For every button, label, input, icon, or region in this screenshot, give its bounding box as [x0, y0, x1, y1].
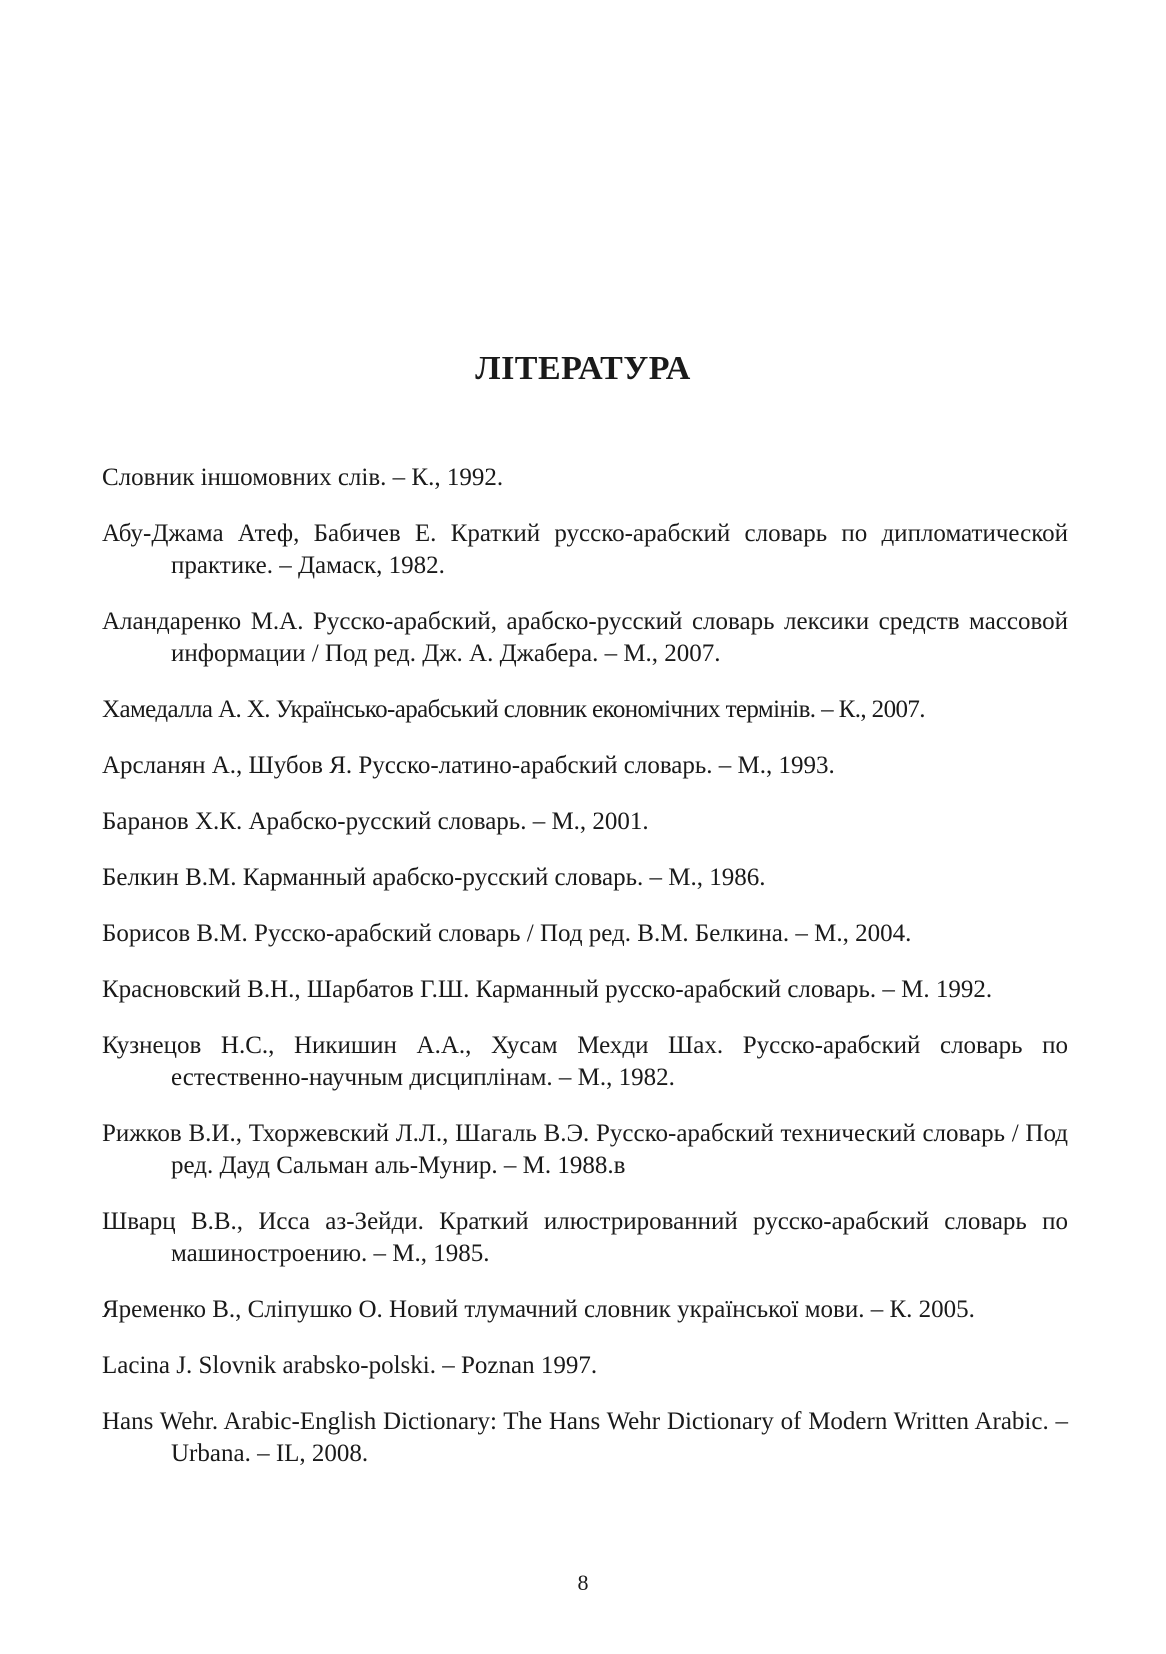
reference-item: Яременко В., Сліпушко О. Новий тлумачний словник української мови. – К. 2005.	[102, 1296, 975, 1323]
reference-item: Белкин В.М. Карманный арабско-русский словарь. – М., 1986.	[102, 864, 766, 891]
reference-item: Арсланян А., Шубов Я. Русско-латино-арабский словарь. – М., 1993.	[102, 752, 835, 779]
reference-item: Рижков В.И., Тхоржевский Л.Л., Шагаль В.Э. Русско-арабский технический словарь / Под ред. Дауд Сальман аль-Мунир. – М. 1988.в	[102, 1120, 1068, 1179]
reference-item: Кузнецов Н.С., Никишин А.А., Хусам Мехди Шах. Русско-арабский словарь по естественно-научным дисциплінам. – М., 1982.	[102, 1032, 1068, 1091]
reference-item: Баранов Х.К. Арабско-русский словарь. – М., 2001.	[102, 808, 649, 835]
reference-item: Хамедалла А. Х. Українсько-арабський словник економічних термінів. – К., 2007.	[102, 696, 925, 723]
page-number: 8	[577, 1570, 589, 1595]
reference-item: Абу-Джама Атеф, Бабичев Е. Краткий русско-арабский словарь по дипломатической практике. – Дамаск, 1982.	[102, 520, 1068, 579]
reference-item: Аландаренко М.А. Русско-арабский, арабско-русский словарь лексики средств массовой информации / Под ред. Дж. А. Джабера. – М., 2007.	[102, 608, 1068, 667]
reference-item: Hans Wehr. Arabic-English Dictionary: The Hans Wehr Dictionary of Modern Written Arabic. – Urbana. – IL, 2008.	[102, 1408, 1068, 1467]
page-title: ЛІТЕРАТУРА	[475, 350, 691, 387]
reference-list	[102, 462, 1068, 1494]
reference-item: Красновский В.Н., Шарбатов Г.Ш. Карманный русско-арабский словарь. – М. 1992.	[102, 976, 993, 1003]
reference-item: Борисов В.М. Русско-арабский словарь / Под ред. В.М. Белкина. – М., 2004.	[102, 920, 912, 947]
reference-item: Шварц В.В., Исса аз-Зейди. Краткий илюстрированний русско-арабский словарь по машиностроению. – М., 1985.	[102, 1208, 1068, 1267]
reference-item: Lacina J. Slovnik arabsko-polski. – Poznan 1997.	[102, 1352, 598, 1379]
reference-item: Словник іншомовних слів. – К., 1992.	[102, 464, 504, 491]
